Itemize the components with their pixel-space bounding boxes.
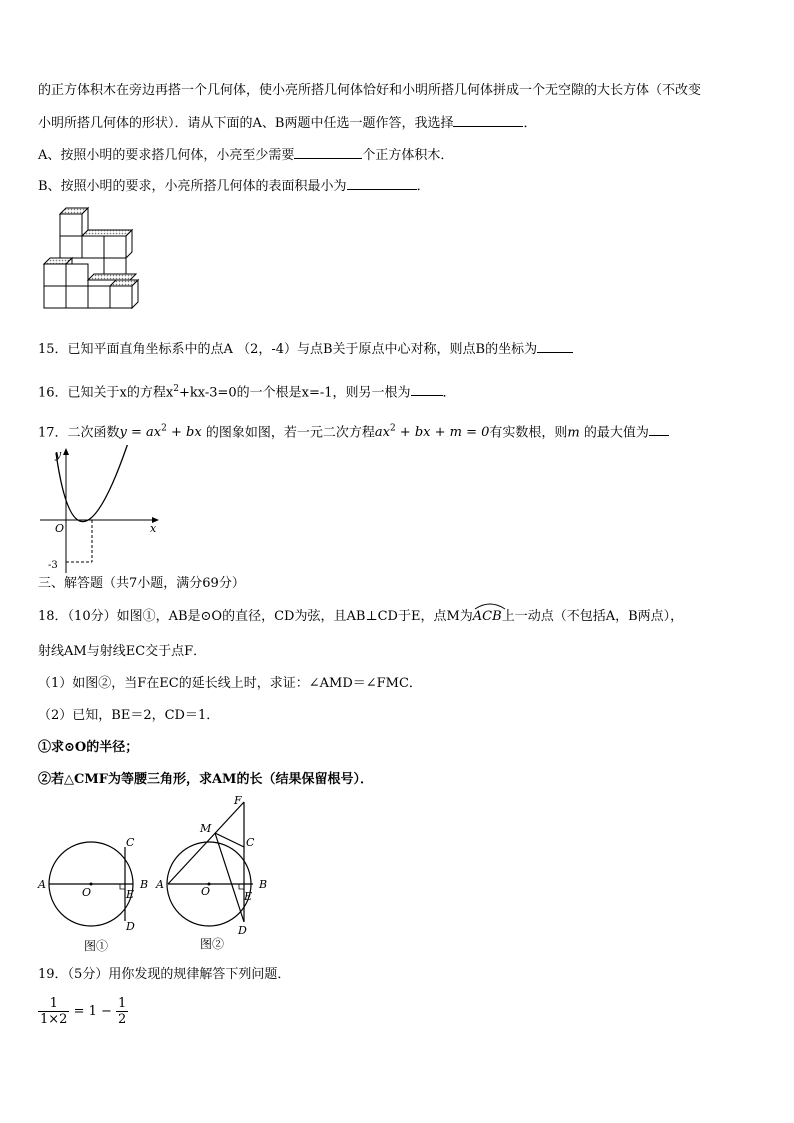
parabola-curve — [56, 445, 128, 522]
q17-blank[interactable] — [649, 423, 669, 436]
q19-rhs: = 1 − — [73, 1004, 112, 1019]
q14-option-b — [38, 177, 430, 196]
q14-option-a-end: 个正方体积木． — [362, 148, 454, 163]
q17-parabola-graph — [38, 445, 168, 575]
q17 — [38, 420, 669, 442]
q19-frac-right-den: 2 — [118, 1012, 127, 1027]
q19-formula — [38, 996, 128, 1027]
q14-line-2-text: 小明所搭几何体的形状）．请从下面的A、B两题中任选一题作答，我选择 — [38, 116, 454, 131]
q14-answer-blank[interactable] — [453, 114, 523, 127]
label-c: C — [246, 836, 255, 849]
q17-formula-2-b: + bx + m = 0 — [395, 425, 490, 441]
cube-stack-figure — [40, 202, 140, 324]
q19-frac-left — [38, 996, 69, 1027]
q14-option-a-text: A、按照小明的要求搭几何体，小亮至少需要 — [38, 148, 295, 163]
q17-formula-1-sup: 2 — [161, 424, 167, 434]
q18-figure-1 — [34, 826, 164, 954]
q19-frac-left-num: 1 — [38, 996, 69, 1012]
q14-option-a-blank[interactable] — [294, 146, 362, 159]
q14-option-b-blank[interactable] — [347, 177, 417, 190]
q16 — [38, 380, 456, 402]
q17-text-d: 的最大值为 — [583, 425, 649, 441]
q17-formula-1 — [120, 425, 202, 440]
q15-text: 15．已知平面直角坐标系中的点A （2，-4）与点B关于原点中心对称，则点B的坐标为 — [38, 342, 538, 357]
figure-1-caption: 图① — [84, 939, 109, 953]
label-m: M — [200, 822, 212, 835]
ray-am — [168, 802, 244, 884]
q14-line-1: 的正方体积木在旁边再搭一个几何体，使小亮所搭几何体恰好和小明所搭几何体拼成一个无空隙的大长方体（不改变 — [38, 83, 702, 98]
label-a: A — [156, 878, 164, 891]
q18-line-2: 射线AM与射线EC交于点F． — [38, 644, 207, 659]
q17-formula-1-b: + bx — [166, 425, 202, 441]
y-label: y — [55, 448, 62, 461]
q14-line-2-end: ． — [523, 116, 537, 131]
q14-option-b-text: B、按照小明的要求，小亮所搭几何体的表面积最小为 — [38, 179, 347, 194]
q16-sup: 2 — [173, 384, 179, 394]
q18-arc — [473, 608, 502, 626]
q18-line-1-text: 18．（10分）如图①，AB是⊙O的直径，CD为弦，且AB⊥CD于E，点M为 — [38, 609, 473, 624]
q16-text-a: 16．已知关于x的方程x — [38, 385, 174, 401]
q18-arc-label: ACB — [472, 609, 502, 624]
q14-line-2 — [38, 114, 536, 133]
figure-2-caption: 图② — [200, 937, 225, 951]
label-a: A — [38, 878, 46, 891]
line-md — [215, 833, 244, 922]
q17-text-a: 17．二次函数 — [38, 425, 120, 441]
q17-text-b: 的图象如图，若一元二次方程 — [205, 425, 375, 441]
q19-frac-right-num: 1 — [118, 996, 127, 1011]
q18-part-1: （1）如图②，当F在EC的延长线上时，求证：∠AMD＝∠FMC． — [38, 676, 422, 691]
right-angle-mark — [120, 884, 125, 889]
q17-formula-1-a: y = ax — [119, 425, 162, 441]
label-e: E — [244, 890, 253, 903]
label-e: E — [126, 888, 135, 901]
label-f: F — [234, 794, 242, 807]
q16-end: ． — [442, 385, 456, 401]
q19-frac-left-den: 1×2 — [40, 1012, 68, 1027]
min-label: -3 — [48, 560, 58, 571]
q19-frac-right — [116, 996, 128, 1027]
y-axis-arrow — [63, 448, 69, 455]
label-o: O — [82, 886, 92, 899]
q18-part-2: （2）已知，BE＝2，CD＝1． — [38, 708, 220, 723]
q16-text-b: +kx-3=0的一个根是x=-1，则另一根为 — [178, 385, 411, 401]
label-b: B — [140, 878, 149, 891]
label-c: C — [126, 836, 135, 849]
q15 — [38, 340, 573, 359]
q15-blank[interactable] — [537, 340, 573, 353]
q18-line-1-end: 上一动点（不包括A，B两点）， — [501, 609, 684, 624]
x-label: x — [150, 522, 157, 535]
origin-label: O — [55, 522, 65, 535]
q14-option-b-end: ． — [416, 179, 430, 194]
q17-formula-2-a: ax — [374, 425, 390, 441]
q16-blank[interactable] — [411, 383, 443, 396]
q18-figure-2 — [154, 792, 284, 954]
right-angle-mark — [239, 884, 244, 889]
q17-formula-2 — [375, 425, 490, 440]
q18-line-1 — [38, 608, 683, 626]
q18-part-2a: ①求⊙O的半径； — [38, 740, 139, 755]
label-d: D — [126, 920, 135, 933]
q14-option-a — [38, 146, 453, 165]
q19-line-1: 19．（5分）用你发现的规律解答下列问题． — [38, 967, 291, 982]
section-3-heading: 三、解答题（共7小题，满分69分） — [38, 576, 245, 591]
q17-text-c: 有实数根，则 — [489, 425, 568, 441]
q18-part-2b: ②若△CMF为等腰三角形，求AM的长（结果保留根号）． — [38, 772, 373, 787]
q17-m: m — [567, 425, 580, 441]
label-o: O — [201, 885, 211, 898]
label-d: D — [238, 924, 247, 937]
q17-formula-2-sup: 2 — [389, 424, 396, 434]
label-b: B — [259, 878, 268, 891]
